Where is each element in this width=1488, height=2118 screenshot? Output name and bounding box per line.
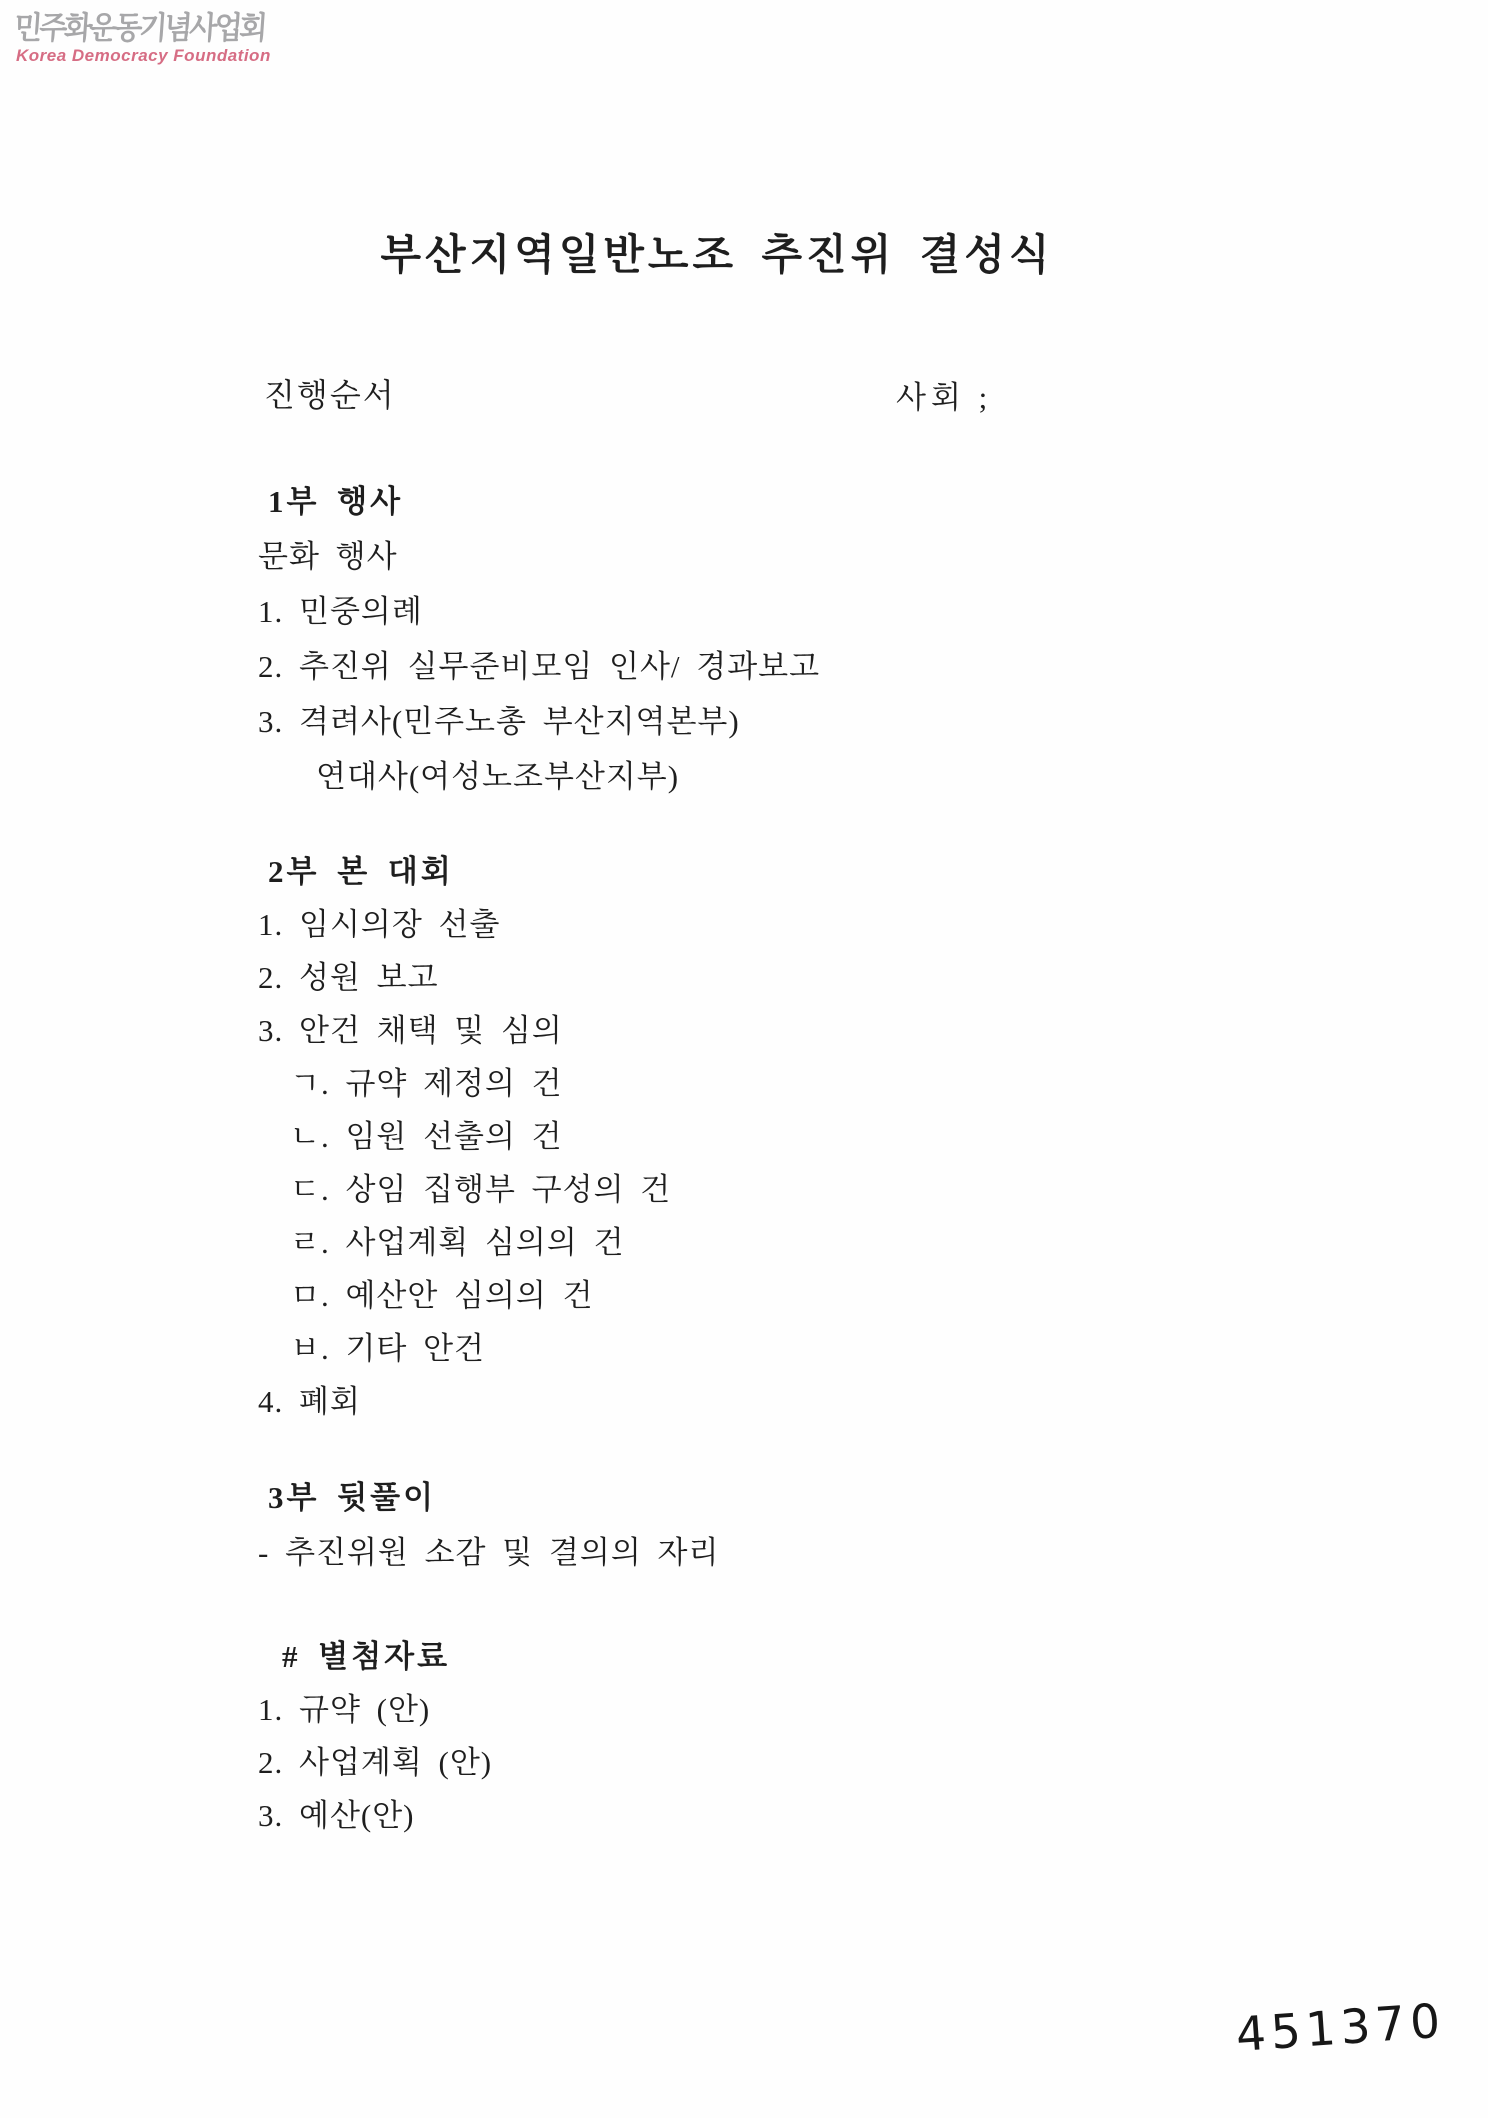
- part2-item: 2. 성원 보고: [258, 960, 439, 995]
- part1-item: 문화 행사: [258, 539, 398, 574]
- part1-heading: 1부 행사: [268, 484, 404, 519]
- section-part3: [258, 1470, 719, 1580]
- part2-subitem: ㄷ. 상임 집행부 구성의 건: [290, 1172, 672, 1207]
- korea-democracy-foundation-logo: [13, 4, 271, 66]
- part1-item: 연대사(여성노조부산지부): [316, 759, 680, 794]
- document-title: 부산지역일반노조 추진위 결성식: [380, 233, 1054, 279]
- part2-subitem: ㄹ. 사업계획 심의의 건: [290, 1225, 625, 1260]
- part2-subitem: ㄱ. 규약 제정의 건: [290, 1066, 563, 1101]
- part1-item: 1. 민중의례: [258, 594, 423, 629]
- part2-item: 4. 폐회: [258, 1384, 361, 1419]
- part2-item: 1. 임시의장 선출: [258, 907, 501, 942]
- attachment-item: 2. 사업계획 (안): [258, 1745, 493, 1780]
- mc-label: 사회 ;: [896, 380, 993, 415]
- program-header-row: [0, 370, 1488, 420]
- section-part1: [258, 474, 820, 804]
- part3-item: - 추진위원 소감 및 결의의 자리: [258, 1535, 720, 1570]
- attachment-item: 1. 규약 (안): [258, 1692, 431, 1727]
- part2-subitem: ㅂ. 기타 안건: [290, 1331, 485, 1366]
- section-part2: [258, 845, 671, 1428]
- part1-item: 2. 추진위 실무준비모임 인사/ 경과보고: [258, 649, 821, 684]
- program-order-label: 진행순서: [264, 377, 396, 413]
- section-attachments: [258, 1630, 492, 1842]
- part2-item: 3. 안건 채택 및 심의: [258, 1013, 563, 1048]
- attachment-item: 3. 예산(안): [258, 1798, 415, 1833]
- handwritten-archive-number: 451370: [1234, 1993, 1447, 2063]
- part2-heading: 2부 본 대회: [268, 854, 454, 889]
- part1-item: 3. 격려사(민주노총 부산지역본부): [258, 704, 740, 739]
- part2-subitem: ㅁ. 예산안 심의의 건: [290, 1278, 594, 1313]
- part3-heading: 3부 뒷풀이: [268, 1480, 437, 1515]
- attachments-heading: # 별첨자료: [282, 1639, 451, 1674]
- logo-english-name: Korea Democracy Foundation: [16, 46, 271, 65]
- logo-korean-calligraphy: 민주화운동기념사업회: [13, 9, 266, 47]
- part2-subitem: ㄴ. 임원 선출의 건: [290, 1119, 563, 1154]
